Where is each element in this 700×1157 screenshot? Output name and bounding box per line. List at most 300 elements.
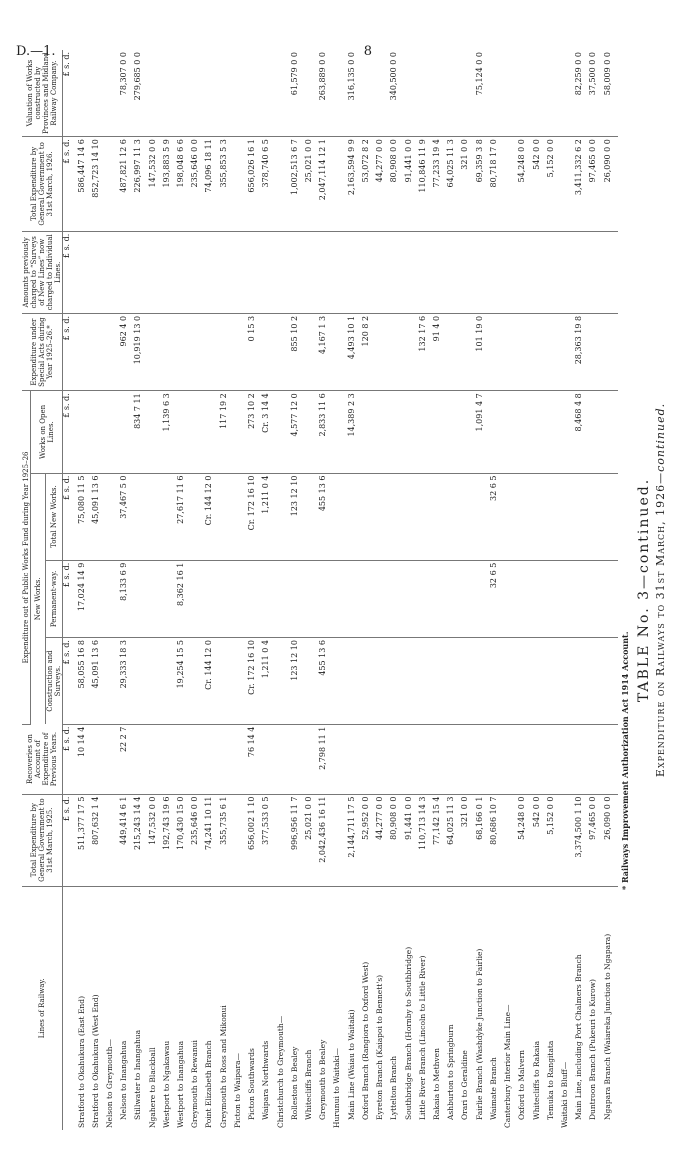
cell-total-prev: 52,952 0 0 <box>362 794 376 886</box>
cell-construction <box>419 638 433 725</box>
cell-total-1926: 542 0 0 <box>533 137 547 232</box>
table-row <box>149 50 163 1130</box>
table-row <box>78 50 92 1130</box>
cell-total-new <box>476 473 490 560</box>
cell-total-new <box>348 473 362 560</box>
cell-total-prev: 26,090 0 0 <box>604 794 618 886</box>
cell-permanent-way <box>575 560 589 637</box>
cell-total-new <box>234 473 248 560</box>
cell-total-new <box>575 473 589 560</box>
cell-valuation <box>78 50 92 137</box>
cell-permanent-way <box>163 560 177 637</box>
cell-special: 962 4 0 <box>120 313 134 390</box>
footnote: * Railways Improvement Authorization Act 1914 Account. <box>620 631 630 890</box>
cell-total-prev: 68,166 0 1 <box>476 794 490 886</box>
cell-total-new <box>405 473 419 560</box>
cell-total-1926: 198,048 6 6 <box>177 137 191 232</box>
cell-total-new <box>191 473 205 560</box>
cell-line: Whitecliffs to Rakaia <box>531 1040 541 1120</box>
cell-recoveries: 22 2 7 <box>120 724 134 794</box>
cell-recoveries <box>205 724 219 794</box>
currency-cell-empty <box>63 886 78 1130</box>
cell-line: Oxford to Malvern <box>517 1050 527 1120</box>
cell-permanent-way <box>291 560 305 637</box>
cell-valuation <box>533 50 547 137</box>
table-row <box>447 50 461 1130</box>
cell-total-1926: 147,532 0 0 <box>149 137 163 232</box>
cell-surveys <box>291 231 305 313</box>
cell-surveys <box>319 231 333 313</box>
col-header-recoveries: Recoveries on Account of Expenditure of Previous Years. <box>22 724 63 794</box>
cell-total-prev: 5,152 0 0 <box>547 794 561 886</box>
table-row <box>476 50 490 1130</box>
cell-surveys <box>604 231 618 313</box>
cell-open-lines <box>106 391 120 473</box>
cell-special <box>547 313 561 390</box>
cell-permanent-way <box>234 560 248 637</box>
table-row <box>191 50 205 1130</box>
cell-valuation <box>177 50 191 137</box>
cell-total-prev <box>234 794 248 886</box>
cell-total-new <box>461 473 475 560</box>
cell-line: Point Elizabeth Branch <box>204 1040 214 1128</box>
cell-special: 855 10 2 <box>291 313 305 390</box>
cell-line: Little River Branch (Lincoln to Little River) <box>417 955 427 1120</box>
page-number: 8 <box>363 44 372 59</box>
cell-total-prev <box>333 794 347 886</box>
cell-recoveries <box>561 724 575 794</box>
cell-total-prev: 355,735 6 1 <box>220 794 234 886</box>
cell-open-lines: 834 7 11 <box>134 391 148 473</box>
cell-total-new <box>504 473 518 560</box>
cell-recoveries <box>362 724 376 794</box>
table-group-row <box>106 50 120 1130</box>
cell-construction <box>575 638 589 725</box>
cell-line: Main Line, including Port Chalmers Branch <box>574 954 584 1120</box>
table-title: TABLE No. 3—continued. <box>636 477 652 703</box>
cell-surveys <box>561 231 575 313</box>
cell-total-new <box>163 473 177 560</box>
cell-total-prev: 215,243 14 4 <box>134 794 148 886</box>
cell-total-new <box>134 473 148 560</box>
cell-recoveries <box>277 724 291 794</box>
cell-total-1926: 110,846 11 9 <box>419 137 433 232</box>
cell-open-lines <box>120 391 134 473</box>
cell-open-lines <box>561 391 575 473</box>
cell-surveys <box>177 231 191 313</box>
cell-permanent-way <box>348 560 362 637</box>
cell-total-prev <box>504 794 518 886</box>
cell-total-1926: 487,821 12 6 <box>120 137 134 232</box>
cell-total-1926 <box>277 137 291 232</box>
cell-total-1926: 378,740 6 5 <box>262 137 276 232</box>
cell-construction: 123 12 10 <box>291 638 305 725</box>
cell-total-prev: 77,142 15 4 <box>433 794 447 886</box>
cell-total-prev <box>277 794 291 886</box>
cell-permanent-way <box>447 560 461 637</box>
table-group-row <box>277 50 291 1130</box>
table-row <box>518 50 532 1130</box>
cell-permanent-way <box>461 560 475 637</box>
cell-open-lines <box>461 391 475 473</box>
cell-valuation <box>163 50 177 137</box>
cell-total-1926 <box>106 137 120 232</box>
table-row <box>490 50 504 1130</box>
cell-total-1926 <box>234 137 248 232</box>
cell-recoveries <box>533 724 547 794</box>
cell-special: 101 19 0 <box>476 313 490 390</box>
cell-permanent-way <box>134 560 148 637</box>
cell-total-1926: 25,021 0 0 <box>305 137 319 232</box>
cell-permanent-way <box>589 560 603 637</box>
cell-construction <box>561 638 575 725</box>
cell-total-1926: 2,163,594 9 9 <box>348 137 362 232</box>
cell-valuation <box>362 50 376 137</box>
cell-construction <box>433 638 447 725</box>
cell-total-1926: 54,248 0 0 <box>518 137 532 232</box>
cell-permanent-way <box>376 560 390 637</box>
cell-valuation <box>262 50 276 137</box>
cell-open-lines <box>419 391 433 473</box>
cell-valuation <box>547 50 561 137</box>
cell-total-1926: 80,718 17 0 <box>490 137 504 232</box>
cell-special <box>220 313 234 390</box>
cell-total-1926: 586,447 14 6 <box>78 137 92 232</box>
cell-total-prev: 511,377 17 5 <box>78 794 92 886</box>
cell-construction <box>277 638 291 725</box>
table-row <box>433 50 447 1130</box>
cell-line: Waitaki to Bluff— <box>559 1061 569 1128</box>
cell-total-prev: 97,465 0 0 <box>589 794 603 886</box>
cell-recoveries <box>461 724 475 794</box>
cell-permanent-way <box>419 560 433 637</box>
cell-open-lines: 4,577 12 0 <box>291 391 305 473</box>
cell-total-prev: 996,956 11 7 <box>291 794 305 886</box>
cell-recoveries <box>163 724 177 794</box>
cell-special <box>490 313 504 390</box>
table-subtitle-continued: continued. <box>654 402 667 472</box>
cell-recoveries <box>234 724 248 794</box>
cell-line: Nelson to Inangahua <box>119 1040 129 1120</box>
cell-open-lines <box>490 391 504 473</box>
cell-total-new: 32 6 5 <box>490 473 504 560</box>
cell-construction <box>234 638 248 725</box>
cell-surveys <box>149 231 163 313</box>
cell-open-lines: 14,389 2 3 <box>348 391 362 473</box>
document-reference: D.—1. <box>16 44 56 59</box>
table-subtitle-text: Expenditure on Railways to 31st March, 1926— <box>654 471 667 778</box>
cell-permanent-way <box>362 560 376 637</box>
cell-special <box>92 313 106 390</box>
cell-valuation <box>305 50 319 137</box>
cell-total-1926: 235,646 0 0 <box>191 137 205 232</box>
cell-surveys <box>205 231 219 313</box>
table-row <box>177 50 191 1130</box>
cell-line: Greymouth to Ross and Mikonui <box>218 1005 228 1128</box>
cell-line: Stillwater to Inangahua <box>133 1029 143 1120</box>
cell-valuation <box>461 50 475 137</box>
cell-recoveries <box>177 724 191 794</box>
cell-line: Waipara Northwards <box>261 1040 271 1120</box>
cell-construction <box>220 638 234 725</box>
cell-line: Stratford to Okahukura (East End) <box>76 996 86 1128</box>
table-row <box>390 50 404 1130</box>
cell-total-1926: 226,997 11 3 <box>134 137 148 232</box>
cell-recoveries: 2,798 11 1 <box>319 724 333 794</box>
cell-line: Stratford to Okahukura (West End) <box>90 994 100 1128</box>
cell-total-new <box>362 473 376 560</box>
cell-construction: 58,055 16 8 <box>78 638 92 725</box>
cell-permanent-way: 32 6 5 <box>490 560 504 637</box>
cell-total-1926: 5,152 0 0 <box>547 137 561 232</box>
cell-open-lines <box>518 391 532 473</box>
cell-total-new: 45,091 13 6 <box>92 473 106 560</box>
cell-total-new: 1,211 0 4 <box>262 473 276 560</box>
cell-valuation <box>234 50 248 137</box>
cell-surveys <box>277 231 291 313</box>
cell-construction: 29,333 18 3 <box>120 638 134 725</box>
cell-open-lines <box>447 391 461 473</box>
table-row <box>291 50 305 1130</box>
table-row <box>547 50 561 1130</box>
cell-recoveries <box>405 724 419 794</box>
table-row <box>262 50 276 1130</box>
table-row <box>120 50 134 1130</box>
cell-total-prev: 656,002 1 10 <box>248 794 262 886</box>
cell-line: Picton Southwards <box>247 1048 257 1120</box>
cell-total-1926: 80,908 0 0 <box>390 137 404 232</box>
table-row <box>92 50 106 1130</box>
cell-line: Orari to Geraldine <box>460 1050 470 1120</box>
table-row <box>163 50 177 1130</box>
cell-total-prev: 80,686 10 7 <box>490 794 504 886</box>
cell-permanent-way <box>547 560 561 637</box>
cell-permanent-way <box>262 560 276 637</box>
cell-permanent-way <box>476 560 490 637</box>
table-group-row <box>504 50 518 1130</box>
cell-line: Greymouth to Bealey <box>318 1039 328 1120</box>
col-header-surveys: Amounts previously charged to “Surveys of New Lines” now charged to Individual Lines. <box>22 231 63 313</box>
cell-special <box>533 313 547 390</box>
railway-expenditure-table <box>22 50 618 1130</box>
cell-surveys <box>78 231 92 313</box>
cell-open-lines <box>333 391 347 473</box>
cell-open-lines <box>234 391 248 473</box>
cell-special <box>149 313 163 390</box>
cell-valuation <box>248 50 262 137</box>
cell-total-new: 27,617 11 6 <box>177 473 191 560</box>
cell-total-new <box>547 473 561 560</box>
cell-construction <box>490 638 504 725</box>
cell-surveys <box>461 231 475 313</box>
cell-recoveries <box>149 724 163 794</box>
cell-total-prev: 2,144,711 17 5 <box>348 794 362 886</box>
cell-total-1926: 77,233 19 4 <box>433 137 447 232</box>
cell-permanent-way <box>248 560 262 637</box>
cell-permanent-way <box>149 560 163 637</box>
col-header-valuation: Valuation of Works constructed by Provinces and Midland Railway Company. <box>22 50 63 137</box>
cell-total-prev: 110,713 14 3 <box>419 794 433 886</box>
col-header-line: Lines of Railway. <box>22 886 63 1130</box>
cell-valuation <box>333 50 347 137</box>
cell-construction: 1,211 0 4 <box>262 638 276 725</box>
cell-total-new <box>561 473 575 560</box>
cell-line: Eyreton Branch (Kaiapoi to Bennett's) <box>375 974 385 1120</box>
cell-valuation <box>518 50 532 137</box>
cell-surveys <box>405 231 419 313</box>
col-header-permanent-way: Permanent-way. <box>46 560 63 637</box>
cell-total-prev: 807,632 1 4 <box>92 794 106 886</box>
cell-line: Duntroon Branch (Pukeuri to Kurow) <box>588 979 598 1120</box>
cell-recoveries <box>547 724 561 794</box>
currency-cell: £ s. d. <box>63 231 78 313</box>
cell-total-1926 <box>561 137 575 232</box>
cell-permanent-way <box>205 560 219 637</box>
cell-line: Waimate Branch <box>488 1057 498 1120</box>
cell-total-prev: 2,042,436 16 11 <box>319 794 333 886</box>
cell-construction <box>305 638 319 725</box>
cell-valuation <box>490 50 504 137</box>
cell-valuation <box>277 50 291 137</box>
cell-open-lines <box>149 391 163 473</box>
cell-line: Westport to Inangahua <box>176 1040 186 1128</box>
cell-total-new: 37,467 5 0 <box>120 473 134 560</box>
cell-valuation: 279,685 0 0 <box>134 50 148 137</box>
cell-surveys <box>262 231 276 313</box>
table-group-row <box>333 50 347 1130</box>
table-row <box>461 50 475 1130</box>
cell-surveys <box>518 231 532 313</box>
cell-special <box>205 313 219 390</box>
cell-valuation <box>191 50 205 137</box>
cell-open-lines <box>504 391 518 473</box>
currency-cell: £ s. d. <box>63 391 78 473</box>
cell-line: Canterbury Interior Main Line— <box>503 1004 513 1128</box>
cell-surveys <box>547 231 561 313</box>
cell-total-1926: 321 0 0 <box>461 137 475 232</box>
currency-cell: £ s. d. <box>63 638 78 725</box>
cell-recoveries: 10 14 4 <box>78 724 92 794</box>
cell-permanent-way <box>504 560 518 637</box>
cell-permanent-way <box>305 560 319 637</box>
cell-construction <box>447 638 461 725</box>
cell-special <box>262 313 276 390</box>
cell-total-1926: 656,026 16 1 <box>248 137 262 232</box>
cell-open-lines <box>604 391 618 473</box>
cell-valuation: 78,307 0 0 <box>120 50 134 137</box>
cell-total-1926: 91,441 0 0 <box>405 137 419 232</box>
cell-total-new <box>106 473 120 560</box>
cell-recoveries <box>376 724 390 794</box>
cell-total-new <box>305 473 319 560</box>
cell-special <box>78 313 92 390</box>
col-header-total-1926: Total Expenditure by General Government to 31st March, 1926. <box>22 137 63 232</box>
cell-open-lines: 1,139 6 3 <box>163 391 177 473</box>
table-row <box>319 50 333 1130</box>
cell-special: 10,919 13 0 <box>134 313 148 390</box>
currency-row <box>63 50 78 1130</box>
cell-construction: 19,254 15 5 <box>177 638 191 725</box>
cell-line: Ngahere to Blackball <box>147 1047 157 1128</box>
cell-total-prev: 542 0 0 <box>533 794 547 886</box>
col-header-public-works-group: Expenditure out of Public Works Fund during Year 1925–26 <box>22 391 31 724</box>
cell-permanent-way <box>604 560 618 637</box>
cell-total-prev: 91,441 0 0 <box>405 794 419 886</box>
cell-open-lines <box>390 391 404 473</box>
cell-surveys <box>433 231 447 313</box>
cell-total-new: 75,080 11 5 <box>78 473 92 560</box>
cell-valuation: 340,500 0 0 <box>390 50 404 137</box>
table-row <box>419 50 433 1130</box>
cell-open-lines <box>277 391 291 473</box>
cell-line: Picton to Waipara— <box>232 1052 242 1128</box>
cell-total-new <box>376 473 390 560</box>
cell-total-new <box>220 473 234 560</box>
cell-total-new: 123 12 10 <box>291 473 305 560</box>
cell-total-1926 <box>333 137 347 232</box>
cell-permanent-way: 17,024 14 9 <box>78 560 92 637</box>
cell-total-prev <box>561 794 575 886</box>
cell-special: 132 17 6 <box>419 313 433 390</box>
cell-total-prev: 192,743 19 6 <box>163 794 177 886</box>
cell-open-lines <box>191 391 205 473</box>
col-header-new-works-group: New Works. <box>31 473 46 724</box>
cell-total-1926 <box>504 137 518 232</box>
cell-open-lines: Cr. 3 14 4 <box>262 391 276 473</box>
cell-construction <box>163 638 177 725</box>
cell-recoveries <box>390 724 404 794</box>
cell-valuation <box>376 50 390 137</box>
cell-permanent-way: 8,362 16 1 <box>177 560 191 637</box>
cell-total-1926: 3,411,332 6 2 <box>575 137 589 232</box>
table-group-row <box>234 50 248 1130</box>
cell-surveys <box>163 231 177 313</box>
cell-construction: Cr. 172 16 10 <box>248 638 262 725</box>
cell-permanent-way <box>277 560 291 637</box>
cell-total-new <box>604 473 618 560</box>
cell-total-1926: 53,072 8 2 <box>362 137 376 232</box>
table-row <box>589 50 603 1130</box>
cell-special: 4,167 1 3 <box>319 313 333 390</box>
cell-valuation <box>220 50 234 137</box>
cell-construction <box>504 638 518 725</box>
cell-construction: 45,091 13 6 <box>92 638 106 725</box>
cell-special <box>191 313 205 390</box>
cell-open-lines: 2,833 11 6 <box>319 391 333 473</box>
cell-recoveries <box>575 724 589 794</box>
cell-special <box>234 313 248 390</box>
currency-cell: £ s. d. <box>63 724 78 794</box>
cell-special <box>504 313 518 390</box>
cell-surveys <box>504 231 518 313</box>
cell-open-lines <box>205 391 219 473</box>
cell-recoveries <box>518 724 532 794</box>
cell-special: 91 4 0 <box>433 313 447 390</box>
cell-special <box>447 313 461 390</box>
cell-recoveries <box>348 724 362 794</box>
cell-total-1926: 26,090 0 0 <box>604 137 618 232</box>
cell-total-new <box>589 473 603 560</box>
table-row <box>362 50 376 1130</box>
table-row <box>248 50 262 1130</box>
cell-construction <box>134 638 148 725</box>
cell-permanent-way <box>533 560 547 637</box>
cell-line: Rolleston to Bealey <box>289 1046 299 1120</box>
cell-construction <box>533 638 547 725</box>
cell-surveys <box>390 231 404 313</box>
col-header-special-acts: Expenditure under Special Acts during Year 1925–26.* <box>22 313 63 390</box>
table-row <box>220 50 234 1130</box>
